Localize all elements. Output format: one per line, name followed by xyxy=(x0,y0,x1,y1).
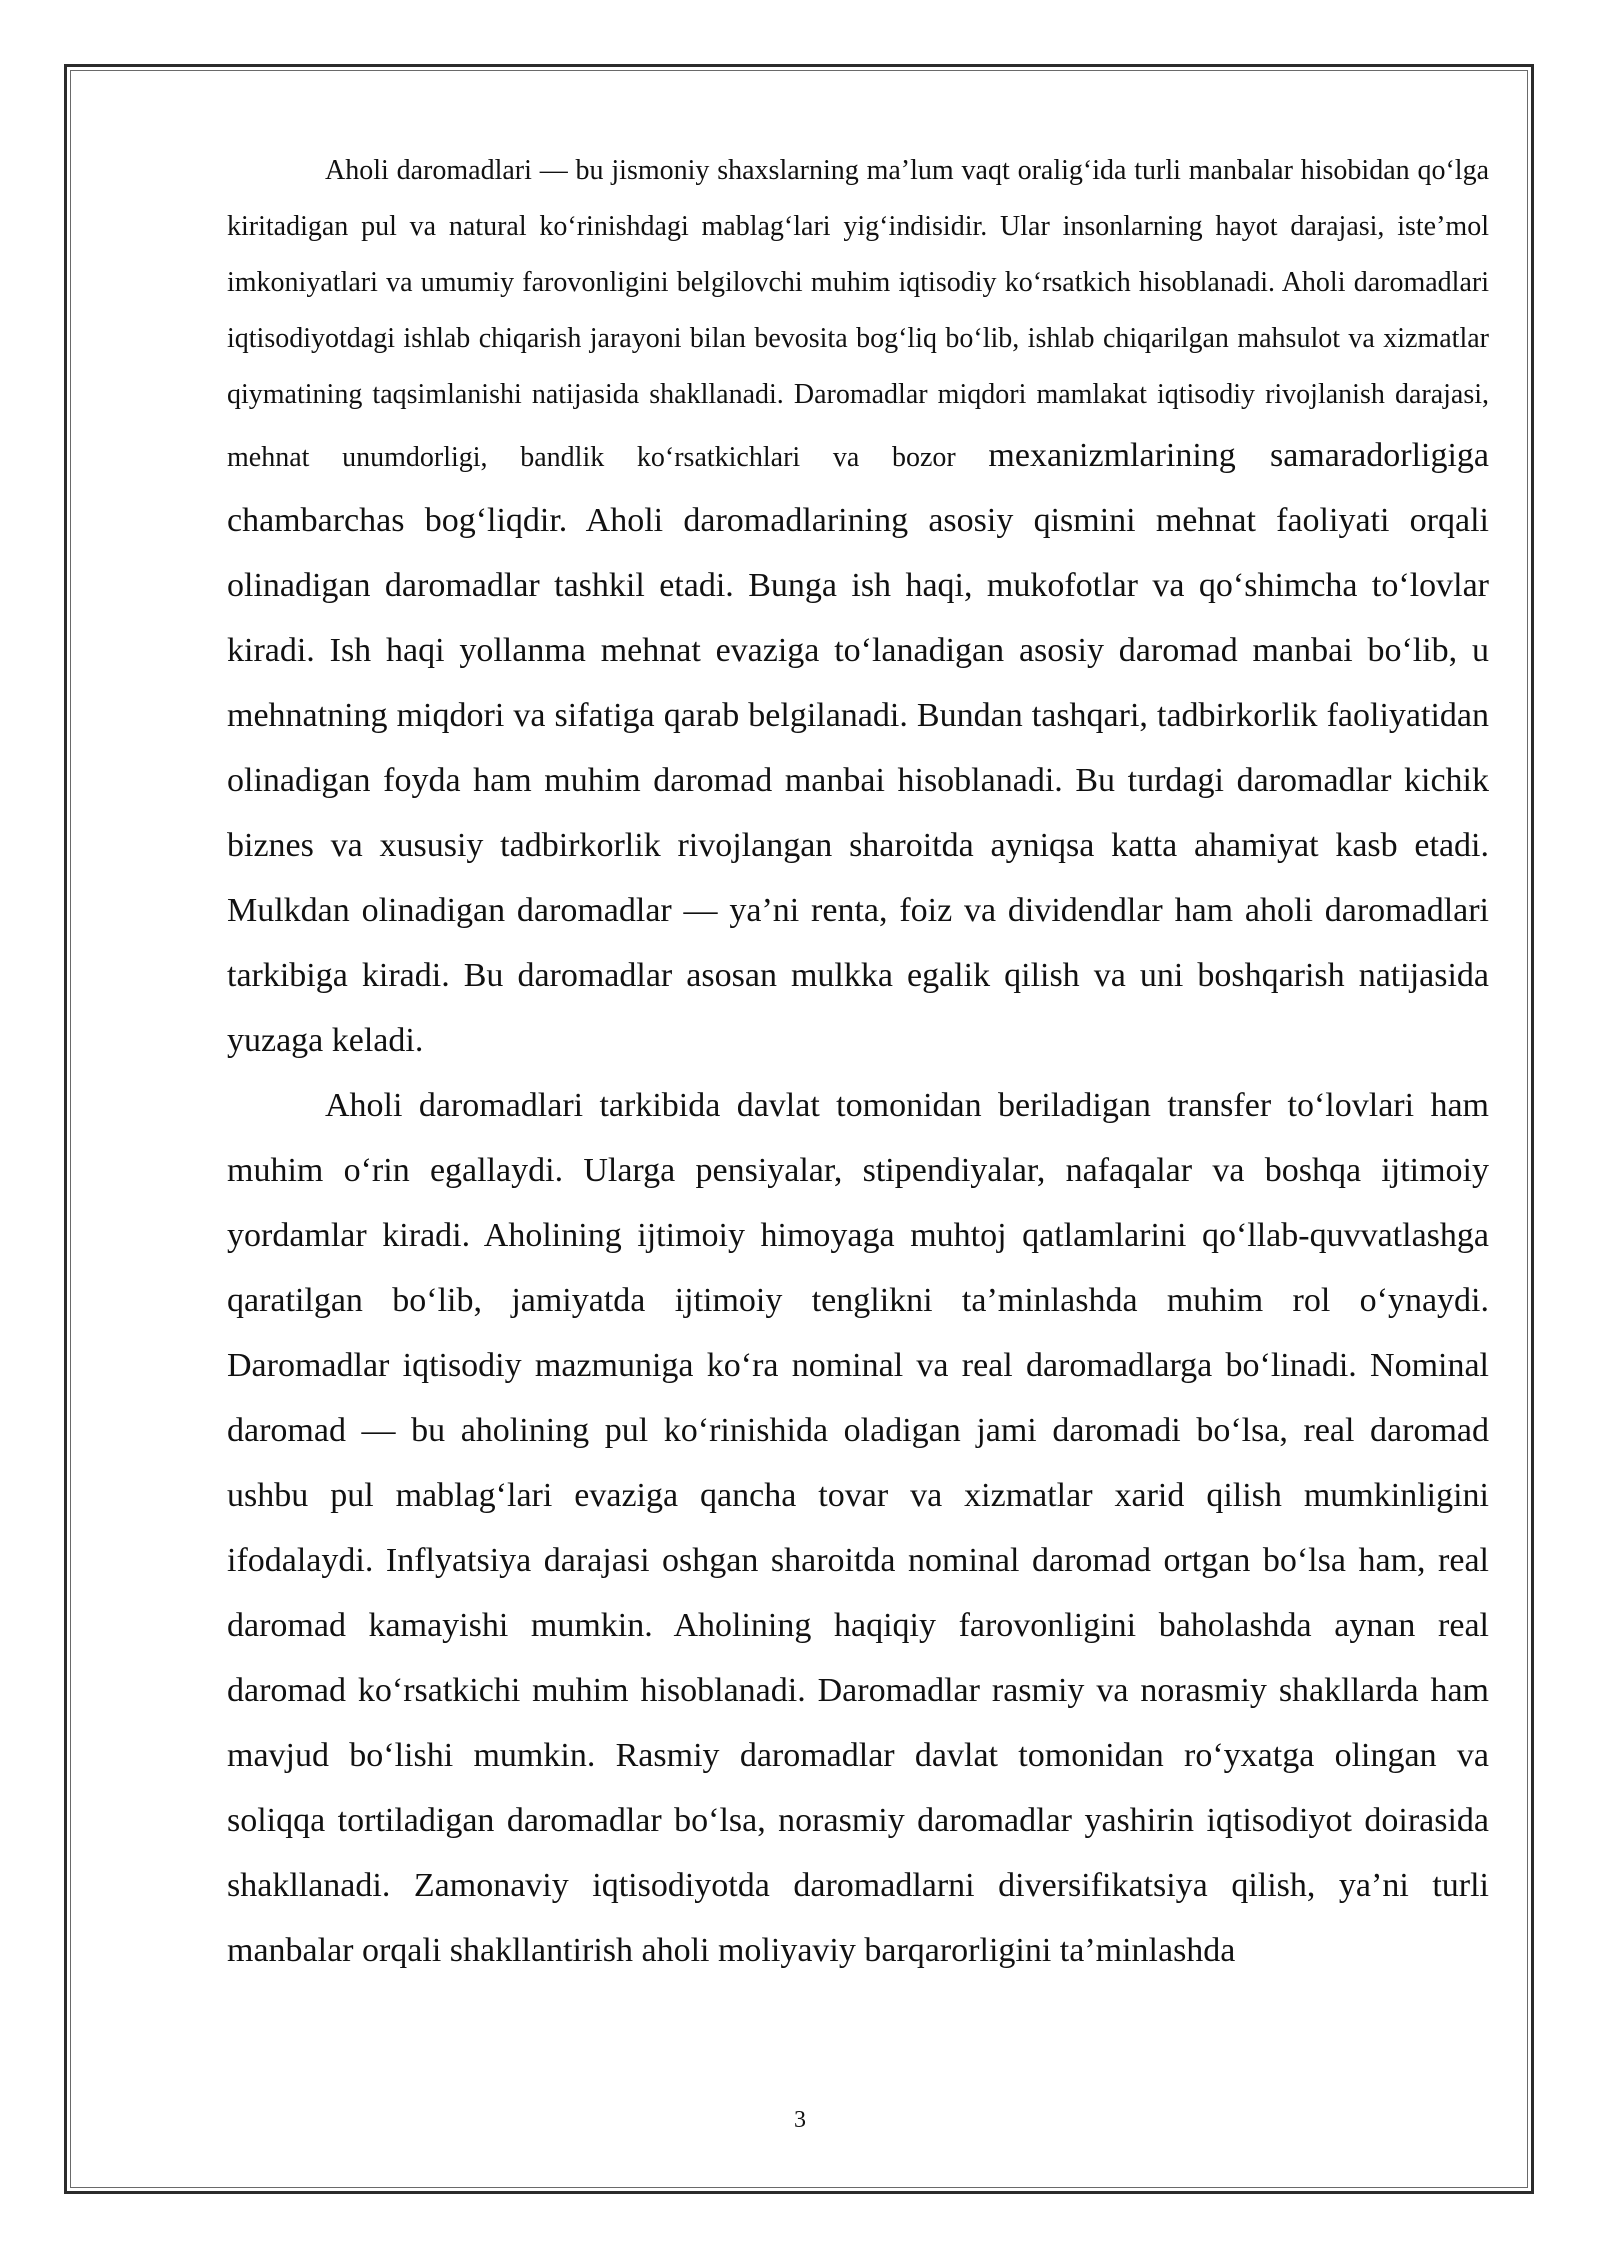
body-text xyxy=(227,143,1489,1983)
paragraph-1 xyxy=(227,143,1489,1073)
paragraph-1-large-text: mexanizmlarining samaradorligiga chambarchas bog‘liqdir. Aholi daromadlarining asosiy qismini mehnat faoliyati orqali olinadigan daromadlar tashkil etadi. Bunga ish haqi, mukofotlar va qo‘shimcha to‘lovlar kiradi. Ish haqi yollanma mehnat evaziga to‘lanadigan asosiy daromad manbai bo‘lib, u mehnatning miqdori va sifatiga qarab belgilanadi. Bundan tashqari, tadbirkorlik faoliyatidan olinadigan foyda ham muhim daromad manbai hisoblanadi. Bu turdagi daromadlar kichik biznes va xususiy tadbirkorlik rivojlangan sharoitda ayniqsa katta ahamiyat kasb etadi. Mulkdan olinadigan daromadlar — ya’ni renta, foiz va dividendlar ham aholi daromadlari tarkibiga kiradi. Bu daromadlar asosan mulkka egalik qilish va uni boshqarish natijasida yuzaga keladi. xyxy=(227,437,1489,1059)
paragraph-1-small-text: Aholi daromadlari — bu jismoniy shaxslarning ma’lum vaqt oralig‘ida turli manbalar hisobidan qo‘lga kiritadigan pul va natural ko‘rinishdagi mablag‘lari yig‘indisidir. Ular insonlarning hayot darajasi, iste’mol imkoniyatlari va umumiy farovonligini belgilovchi muhim iqtisodiy ko‘rsatkich hisoblanadi. Aholi daromadlari iqtisodiyotdagi ishlab chiqarish jarayoni bilan bevosita bog‘liq bo‘lib, ishlab chiqarilgan mahsulot va xizmatlar qiymatining taqsimlanishi natijasida shakllanadi. Daromadlar miqdori mamlakat iqtisodiy rivojlanish darajasi, mehnat unumdorligi, bandlik ko‘rsatkichlari va bozor xyxy=(227,155,1489,473)
paragraph-2: Aholi daromadlari tarkibida davlat tomonidan beriladigan transfer to‘lovlari ham muhim o‘rin egallaydi. Ularga pensiyalar, stipendiyalar, nafaqalar va boshqa ijtimoiy yordamlar kiradi. Aholining ijtimoiy himoyaga muhtoj qatlamlarini qo‘llab-quvvatlashga qaratilgan bo‘lib, jamiyatda ijtimoiy tenglikni ta’minlashda muhim rol o‘ynaydi. Daromadlar iqtisodiy mazmuniga ko‘ra nominal va real daromadlarga bo‘linadi. Nominal daromad — bu aholining pul ko‘rinishida oladigan jami daromadi bo‘lsa, real daromad ushbu pul mablag‘lari evaziga qancha tovar va xizmatlar xarid qilish mumkinligini ifodalaydi. Inflyatsiya darajasi oshgan sharoitda nominal daromad ortgan bo‘lsa ham, real daromad kamayishi mumkin. Aholining haqiqiy farovonligini baholashda aynan real daromad ko‘rsatkichi muhim hisoblanadi. Daromadlar rasmiy va norasmiy shakllarda ham mavjud bo‘lishi mumkin. Rasmiy daromadlar davlat tomonidan ro‘yxatga olingan va soliqqa tortiladigan daromadlar bo‘lsa, norasmiy daromadlar yashirin iqtisodiyot doirasida shakllanadi. Zamonaviy iqtisodiyotda daromadlarni diversifikatsiya qilish, ya’ni turli manbalar orqali shakllantirish aholi moliyaviy barqarorligini ta’minlashda xyxy=(227,1087,1489,1969)
page-number: 3 xyxy=(794,2107,806,2133)
